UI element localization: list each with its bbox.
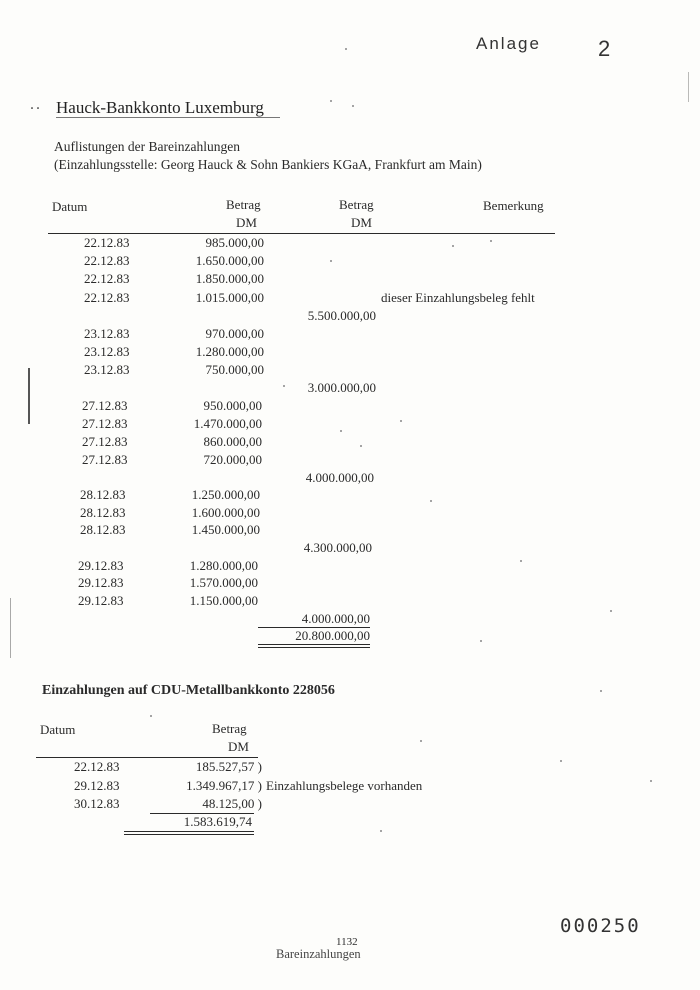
table-row-subtotal: 4.300.000,00 — [303, 540, 372, 555]
col-header-betrag-1: Betrag — [226, 197, 261, 212]
page-title: Hauck-Bankkonto Luxemburg — [56, 98, 264, 117]
scan-speck — [490, 240, 492, 242]
table-row-subtotal: 5.500.000,00 — [307, 308, 376, 323]
title-underline — [56, 117, 280, 118]
section2-header-rule — [36, 757, 258, 758]
table-row-amount: 950.000,00 — [203, 398, 262, 413]
scan-mark-line — [688, 72, 689, 102]
scan-speck — [560, 760, 562, 762]
subtitle: Auflistungen der Bareinzahlungen — [54, 139, 240, 154]
scan-speck — [330, 100, 332, 102]
col-header-betrag-2: Betrag — [339, 197, 374, 212]
table-row-date: 29.12.83 — [78, 593, 124, 608]
section2-col-header-betrag: Betrag — [212, 721, 247, 736]
table-row-amount: 1.450.000,00 — [191, 522, 260, 537]
table-row-date: 22.12.83 — [84, 253, 130, 268]
archive-stamp-number: 000250 — [560, 915, 641, 937]
anlage-label: Anlage — [476, 34, 541, 53]
table-row-subtotal: 4.000.000,00 — [305, 470, 374, 485]
table-row-date: 23.12.83 — [84, 362, 130, 377]
scan-speck — [340, 430, 342, 432]
table1-total-double-rule-2 — [258, 647, 370, 648]
section2-total-double-rule-2 — [124, 834, 254, 835]
scan-speck — [283, 385, 285, 387]
scan-speck — [520, 560, 522, 562]
table-row-amount: 1.650.000,00 — [195, 253, 264, 268]
table-row-amount: 1.280.000,00 — [189, 558, 258, 573]
title-dots-decoration: .. — [30, 96, 42, 113]
table-row-date: 29.12.83 — [74, 778, 120, 793]
table-row-date: 28.12.83 — [80, 487, 126, 502]
page-number: 1132 — [336, 936, 358, 948]
table-row-amount: 1.850.000,00 — [195, 271, 264, 286]
scan-speck — [360, 445, 362, 447]
table-row-date: 22.12.83 — [84, 290, 130, 305]
scan-speck — [400, 420, 402, 422]
section2-title: Einzahlungen auf CDU-Metallbankkonto 228056 — [42, 683, 335, 698]
table-row-date: 23.12.83 — [84, 344, 130, 359]
scan-mark-line — [28, 368, 30, 424]
scan-speck — [420, 740, 422, 742]
table-row-amount: 1.570.000,00 — [189, 575, 258, 590]
footer-caption: Bareinzahlungen — [276, 947, 361, 961]
scan-speck — [345, 48, 347, 50]
table-row-amount: 970.000,00 — [205, 326, 264, 341]
table-row-remark: Einzahlungsbelege vorhanden — [266, 778, 423, 793]
section2-col-header-datum: Datum — [40, 722, 76, 737]
scan-speck — [600, 690, 602, 692]
scan-mark-line — [10, 598, 11, 658]
table-row-amount: 1.280.000,00 — [195, 344, 264, 359]
table-row-date: 23.12.83 — [84, 326, 130, 341]
scan-speck — [380, 830, 382, 832]
table-row-amount: 860.000,00 — [203, 434, 262, 449]
table-row-date: 27.12.83 — [82, 398, 128, 413]
table-row-amount: 1.015.000,00 — [195, 290, 264, 305]
table-row-subtotal: 4.000.000,00 — [301, 611, 370, 626]
table-row-amount: 1.600.000,00 — [191, 505, 260, 520]
table-row-amount: 1.250.000,00 — [191, 487, 260, 502]
table1-total-double-rule-1 — [258, 644, 370, 645]
section2-total-double-rule-1 — [124, 831, 254, 832]
table-row-date: 22.12.83 — [84, 271, 130, 286]
section2-col-header-betrag-unit: DM — [228, 739, 249, 754]
table-row-amount: 720.000,00 — [203, 452, 262, 467]
scan-speck — [650, 780, 652, 782]
table-row-amount: 1.470.000,00 — [193, 416, 262, 431]
table1-total: 20.800.000,00 — [295, 628, 370, 643]
table-row-date: 29.12.83 — [78, 558, 124, 573]
scan-speck — [430, 500, 432, 502]
table-row-date: 28.12.83 — [80, 505, 126, 520]
table-row-date: 27.12.83 — [82, 416, 128, 431]
table-row-amount: 1.349.967,17 ) — [186, 778, 262, 793]
col-header-betrag-1-unit: DM — [236, 215, 257, 230]
table-row-date: 27.12.83 — [82, 434, 128, 449]
subtitle-note: (Einzahlungsstelle: Georg Hauck & Sohn Bankiers KGaA, Frankfurt am Main) — [54, 157, 482, 172]
scan-speck — [330, 260, 332, 262]
table-row-date: 29.12.83 — [78, 575, 124, 590]
section2-total: 1.583.619,74 — [183, 814, 252, 829]
table-row-amount: 1.150.000,00 — [189, 593, 258, 608]
table-row-amount: 48.125,00 ) — [202, 796, 262, 811]
table-row-subtotal: 3.000.000,00 — [307, 380, 376, 395]
scan-speck — [480, 640, 482, 642]
anlage-number: 2 — [598, 36, 611, 61]
scan-speck — [352, 105, 354, 107]
table-row-date: 28.12.83 — [80, 522, 126, 537]
table-row-date: 30.12.83 — [74, 796, 120, 811]
scan-speck — [150, 715, 152, 717]
col-header-datum: Datum — [52, 199, 88, 214]
table-row-date: 22.12.83 — [84, 235, 130, 250]
scan-speck — [452, 245, 454, 247]
table-row-remark: dieser Einzahlungsbeleg fehlt — [381, 290, 535, 305]
table-row-date: 27.12.83 — [82, 452, 128, 467]
table-row-amount: 750.000,00 — [205, 362, 264, 377]
table-row-amount: 985.000,00 — [205, 235, 264, 250]
table-row-amount: 185.527,57 ) — [195, 759, 262, 774]
table-row-date: 22.12.83 — [74, 759, 120, 774]
col-header-bemerkung: Bemerkung — [483, 198, 544, 213]
scan-speck — [610, 610, 612, 612]
col-header-betrag-2-unit: DM — [351, 215, 372, 230]
table1-header-rule — [48, 233, 555, 234]
